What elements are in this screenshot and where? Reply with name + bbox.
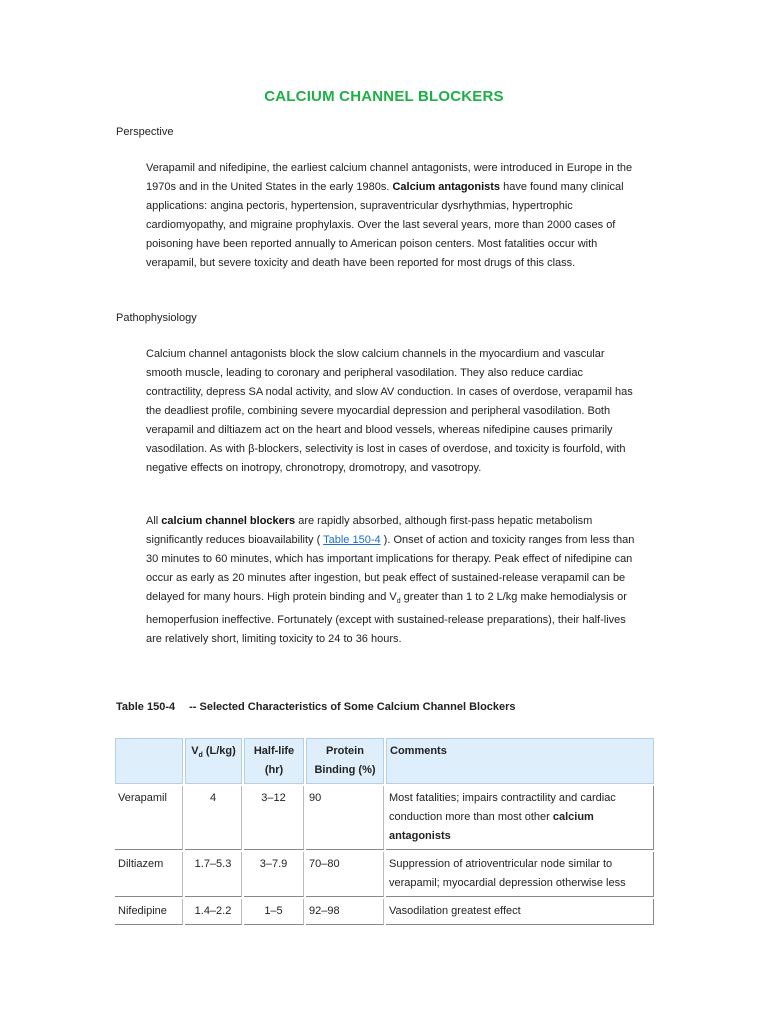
table-caption-label: Table 150-4 xyxy=(116,701,176,713)
table-row xyxy=(115,852,654,897)
cell-comment: Most fatalities; impairs contractility and cardiac conduction more than most other calcium antagonists xyxy=(386,786,654,850)
table-header-row xyxy=(115,738,654,784)
cell-halflife: 3–12 xyxy=(244,786,304,850)
cell-comment: Vasodilation greatest effect xyxy=(386,899,654,925)
bold-term: calcium channel blockers xyxy=(161,515,296,527)
pathophysiology-paragraph-2: All calcium channel blockers are rapidly absorbed, although first-pass hepatic metabolism significantly reduces bioavailability ( Table 150-4 ). Onset of action and toxicity ranges from less than 30 minutes to 60 minutes, which has important implications for therapy. Peak effect of nifedipine can occur as early as 20 minutes after ingestion, but peak effect of sustained-release verapamil can be delayed for many hours. High protein binding and $V_d$ greater than 1 to 2 L/kg make hemodialysis or hemoperfusion ineffective. Fortunately (except with sustained-release preparations), their half-lives are relatively short, limiting toxicity to 24 to 36 hours. xyxy=(146,515,635,646)
cell-vd: 1.7–5.3 xyxy=(185,852,242,897)
cell-protein: 70–80 xyxy=(306,852,384,897)
characteristics-table xyxy=(113,736,656,927)
section-heading-pathophysiology: Pathophysiology xyxy=(116,312,197,324)
cell-comment: Suppression of atrioventricular node similar to verapamil; myocardial depression otherwise less xyxy=(386,852,654,897)
cell-protein: 90 xyxy=(306,786,384,850)
header-vd: $V_d$ (L/kg) xyxy=(185,738,242,784)
table-row xyxy=(115,786,654,850)
cell-halflife: 3–7.9 xyxy=(244,852,304,897)
perspective-paragraph: Verapamil and nifedipine, the earliest calcium channel antagonists, were introduced in Europe in the 1970s and in the United States in the early 1980s. Calcium antagonists have found many clinical applications: angina pectoris, hypertension, supraventricular dysrhythmias, hypertrophic cardiomyopathy, and migraine prophylaxis. Over the last several years, more than 2000 cases of poisoning have been reported annually to American poison centers. Most fatalities occur with verapamil, but severe toxicity and death have been reported for most drugs of this class. xyxy=(146,162,633,269)
cell-vd: 1.4–2.2 xyxy=(185,899,242,925)
header-halflife: Half-life (hr) xyxy=(244,738,304,784)
cell-vd: 4 xyxy=(185,786,242,850)
table-row xyxy=(115,899,654,925)
cell-protein: 92–98 xyxy=(306,899,384,925)
header-comments: Comments xyxy=(386,738,654,784)
cell-drug: Diltiazem xyxy=(115,852,183,897)
section-heading-perspective: Perspective xyxy=(116,126,174,138)
table-caption xyxy=(116,701,516,713)
header-drug xyxy=(115,738,183,784)
cell-drug: Nifedipine xyxy=(115,899,183,925)
table-caption-text: -- Selected Characteristics of Some Calcium Channel Blockers xyxy=(189,701,516,713)
bold-term: Calcium antagonists xyxy=(392,181,501,193)
page-title: CALCIUM CHANNEL BLOCKERS xyxy=(264,88,504,105)
cell-halflife: 1–5 xyxy=(244,899,304,925)
cell-drug: Verapamil xyxy=(115,786,183,850)
header-protein-binding: Protein Binding (%) xyxy=(306,738,384,784)
pathophysiology-paragraph-1: Calcium channel antagonists block the slow calcium channels in the myocardium and vascular smooth muscle, leading to coronary and peripheral vasodilation. They also reduce cardiac contractility, depress SA nodal activity, and slow AV conduction. In cases of overdose, verapamil has the deadliest profile, combining severe myocardial depression and peripheral vasodilation. Both verapamil and diltiazem act on the heart and blood vessels, whereas nifedipine causes primarily vasodilation. As with β-blockers, selectivity is lost in cases of overdose, and toxicity is fourfold, with negative effects on inotropy, chronotropy, dromotropy, and vasotropy. xyxy=(146,348,633,474)
table-reference-link[interactable]: Table 150-4 xyxy=(323,534,381,546)
